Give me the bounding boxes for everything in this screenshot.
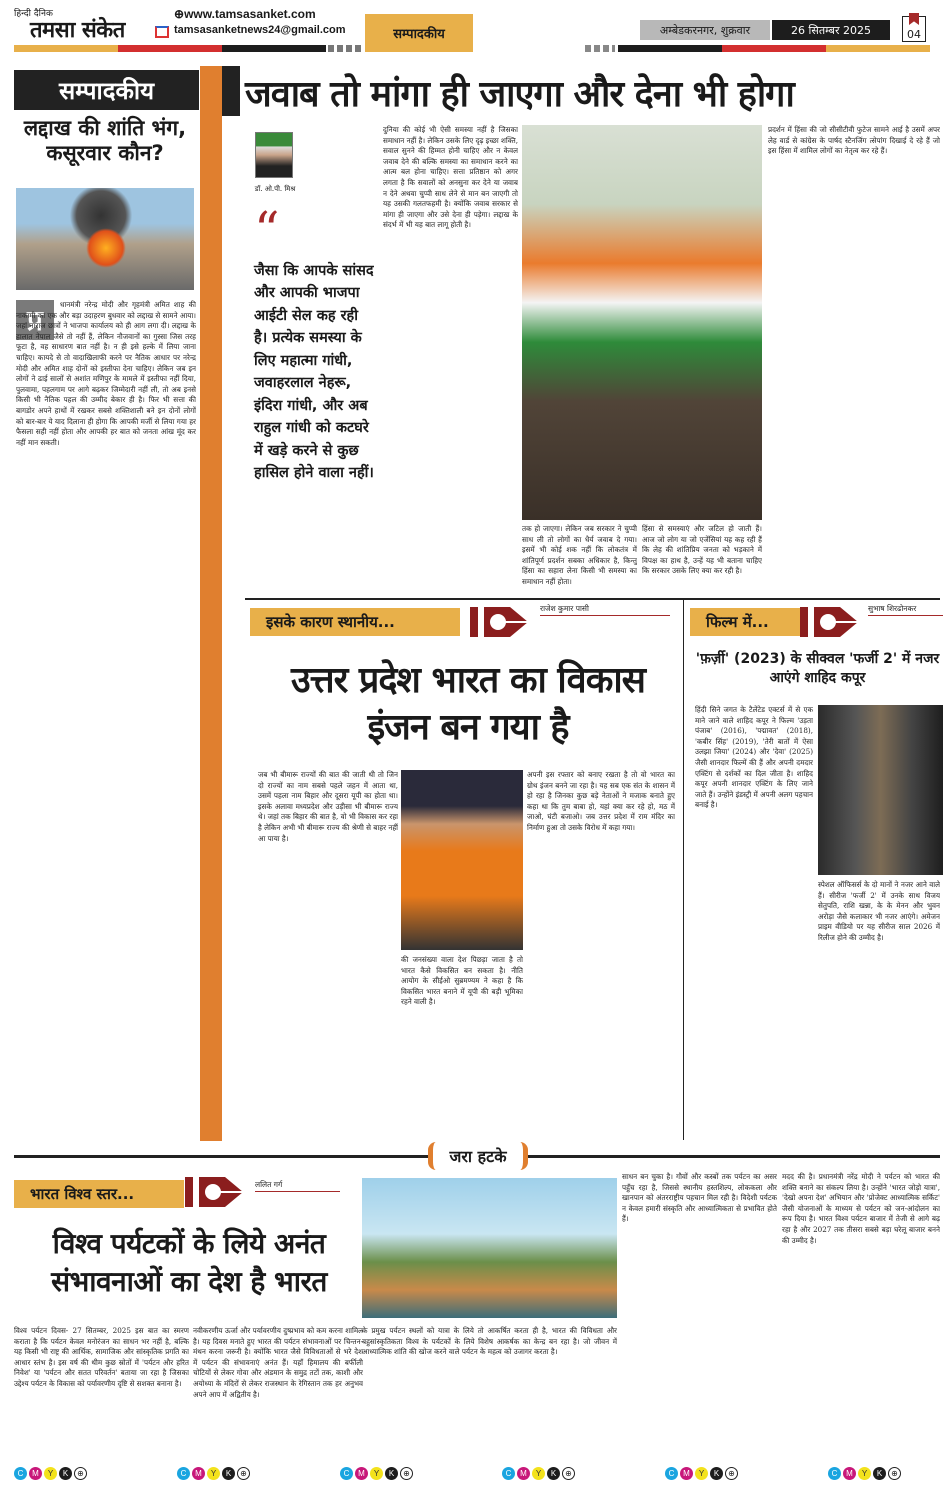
registration-icon: ⊕ [725,1467,738,1480]
dropcap: प्र [16,300,54,340]
masthead-bar-gold [14,45,118,52]
section-tab: सम्पादकीय [365,14,473,52]
issue-date: 26 सितम्बर 2025 [772,20,890,40]
gmail-icon [155,26,169,38]
place-day: अम्बेडकरनगर, शुक्रवार [640,20,770,40]
cmyk-c: C [177,1467,190,1480]
congress-rally-photo [522,125,762,520]
website-text: www.tamsasanket.com [184,7,316,21]
tourism-body-col2: नवीकरणीय ऊर्जा और पर्यावरणीय दुष्प्रभाव को कम करना शामिल है। यह दिवस मनाते हुए भारत की पर्यटन संभावनाओं पर चिन्तन-मंथन करना जरूरी है। क्योंकि भारत जैसे विविधताओं से भरे देश में पर्यटन की संभावनाएं अनंत हैं। यहाँ हिमालय की बर्फीली चोटियों से लेकर गोवा और अंडमान के समुद्र तटों तक, काशी और अयोध्या के मंदिरों से लेकर राजस्थान के रेगिस्तान तक हर अनुभव अपने आप में अद्वितीय है। [193,1326,363,1399]
registration-icon: ⊕ [237,1467,250,1480]
ladakh-fire-photo [16,188,194,290]
section-divider [245,598,940,600]
yogi-photo [401,770,523,950]
masthead-bar-gold-right [826,45,930,52]
masthead-tagline: हिन्दी दैनिक [14,9,53,19]
lead-body-col2: तक हो जाएगा। लेकिन जब सरकार ने चुप्पी साध ली तो लोगों का धैर्य जवाब दे गया। इसमें भी कोई शक नहीं कि लोकतंत्र में शांतिपूर्ण प्रदर्शन सबका अधिकार है, किन्तु हिंसा का सहारा लेना किसी भी समस्या का समाधान नहीं होता। [522,524,637,586]
editorial-body: धानमंत्री नरेन्द्र मोदी और गृहमंत्री अमित शाह की नाकामी का एक और बड़ा उदाहरण बुधवार को लद्दाख से सामने आया। जहां नाराज छात्रों ने भाजपा कार्यालय को ही आग लगा दी। लद्दाख के हालात नेपाल जैसे तो नहीं हैं, लेकिन नौजवानों का गुस्सा जिस तरह फूटा है, वह साधारण बात नहीं है। न ही इसे हल्के में लिया जाना चाहिए। कायदे से तो वादाखिलाफी करने पर नैतिक आधार पर नरेन्द्र मोदी और अमित शाह दोनों को इस्तीफा देना चाहिए। लेकिन जब इन लोगों ने ढाई सालों से अशांत मणिपुर के मामले में इस्तीफा नहीं दिया, पुलवामा, पहलगाम पर आगे बढ़कर जिम्मेदारी नहीं ली, तो अब इनसे किसी भी नैतिक पहल की उम्मीद बेकार ही है। फिर भी सत्ता की बागडोर अपने हाथों में रखकर सबसे शक्तिशाली बने इन दोनों लोगों को बार-बार ये याद दिलाना ही होगा कि आपकी मर्जी से लिया गया हर फैसला सही नहीं होता और आपकी हर बात को जनता आंख मूंद कर नहीं मान सकती। [16,300,196,447]
pen-nib-icon [185,1175,245,1209]
orange-strip [200,66,222,1141]
cmyk-y: Y [370,1467,383,1480]
masthead-bar-dots-right [585,45,615,52]
masthead-bar-dots [328,45,362,52]
tourism-kicker: भारत विश्व स्तर... [14,1180,184,1208]
email-link[interactable]: tamsasanketnews24@gmail.com [174,24,346,36]
masthead-bar-red-right [722,45,826,52]
up-body-col3: अपनी इस रफ्तार को बनाए रखता है तो वो भारत का ग्रोथ इंजन बनने जा रहा है। यह सब एक संत के शासन में हो रहा है जिनका कुछ बड़े नेताओं ने मजाक बनाते हुए कहा था कि तुम बाबा हो, यहां क्या कर रहे हो, मठ में जाओ, घंटी बजाओ। जब उत्तर प्रदेश में राम मंदिर का निर्माण हुआ तो उसके विरोध में कहा गया। [527,770,675,832]
registration-icon: ⊕ [888,1467,901,1480]
masthead-bar-red [118,45,222,52]
quote-icon: “ [254,201,280,259]
masthead-title: तमसा संकेत [30,18,125,43]
website-link[interactable] [174,7,316,21]
cmyk-marks [340,1467,413,1480]
up-headline: उत्तर प्रदेश भारत का विकास इंजन बन गया है [290,660,646,748]
lead-headline: जवाब तो मांगा ही जाएगा और देना भी होगा [245,74,794,115]
up-byline: राजेश कुमार पासी [540,604,670,616]
cmyk-y: Y [532,1467,545,1480]
cmyk-marks [665,1467,738,1480]
page-number [902,16,926,42]
cmyk-marks [14,1467,87,1480]
cmyk-m: M [517,1467,530,1480]
up-body-col1: जब भी बीमारू राज्यों की बात की जाती थी तो जिन दो राज्यों का नाम सबसे पहले जहन में आता था, उसमें पहला नाम बिहार और दूसरा यूपी का होता था। इसके अलावा मध्यप्रदेश और उड़ीसा भी बीमारू राज्य थे। जहां तक बिहार की बात है, वो भी विकास कर रहा है लेकिन अभी भी बीमारू राज्य की श्रेणी से बाहर नहीं आ पाया है। [258,770,398,843]
farzi-photo [818,705,943,875]
masthead-bar-black [222,45,326,52]
tourism-headline: विश्व पर्यटकों के लिये अनंत संभावनाओं का देश है भारत [51,1227,327,1298]
cmyk-y: Y [695,1467,708,1480]
tourism-body-col5: मदद की है। प्रधानमंत्री नरेंद्र मोदी ने पर्यटन को भारत की शक्ति बनाने का संकल्प लिया है। उन्होंने 'भारत जोड़ो यात्रा', 'देखो अपना देश' अभियान और 'प्रोजेक्ट आध्यात्मिक सर्किट' जैसी योजनाओं के माध्यम से पर्यटन को जन-आंदोलन का रूप दिया है। भारत विश्व पर्यटन बाजार में तेजी से आगे बढ़ रहा है और 2027 तक तीसरा सबसे बड़ा घरेलू बाजार बनने की उम्मीद है। [782,1172,940,1245]
cmyk-c: C [665,1467,678,1480]
lead-body-col3: प्रदर्शन में हिंसा की जो सीसीटीवी फुटेज सामने आई है उसमें अपर लेह वार्ड से कांग्रेस के पार्षद स्टैनजिंग त्सेपांग दिखाई दे रहे हैं जो इस हिंसा में शामिल लोगों का नेतृत्व कर रहे हैं। [768,125,940,156]
editorial-headline: लद्दाख की शांति भंग, कसूरवार कौन? [23,116,187,166]
cmyk-k: K [385,1467,398,1480]
pull-quote: जैसा कि आपके सांसद और आपकी भाजपा आईटी सेल कह रही है। प्रत्येक समस्या के लिए महात्मा गांधी, जवाहरलाल नेहरू, इंदिरा गांधी, और अब राहुल गांधी को कटघरे में खड़े करने से कुछ हासिल होने वाला नहीं। [254,263,374,482]
page-number-text: 04 [907,28,921,41]
cmyk-k: K [873,1467,886,1480]
cmyk-c: C [340,1467,353,1480]
cmyk-k: K [547,1467,560,1480]
registration-icon: ⊕ [400,1467,413,1480]
lead-author: डॉ. ओ.पी. मिश्र [254,185,296,193]
cmyk-marks [177,1467,250,1480]
registration-icon: ⊕ [74,1467,87,1480]
zara-hatke-label: जरा हटके [428,1142,528,1170]
cmyk-m: M [192,1467,205,1480]
cmyk-m: M [843,1467,856,1480]
cmyk-k: K [59,1467,72,1480]
cmyk-m: M [680,1467,693,1480]
film-body: हिंदी सिने जगत के टैलेंटेड एक्टर्स में से एक माने जाने वाले शाहिद कपूर ने फिल्म 'उड़ता पंजाब' (2016), 'पद्मावत' (2018), 'कबीर सिंह' (2019), 'तेरी बातों में ऐसा उलझा जिया' (2024) और 'देवा' (2025) जैसी शानदार फिल्में की हैं और अपनी दमदार एक्टिंग से दर्शकों का दिल जीता है। शाहिद कपूर अपनी शानदार एक्टिंग के लिए जाने जाते हैं। उन्होंने इंडस्ट्री में अपनी अलग पहचान बनाई है। [695,705,813,810]
up-kicker: इसके कारण स्थानीय... [250,608,460,636]
cmyk-m: M [29,1467,42,1480]
cmyk-marks [828,1467,901,1480]
masthead-bar-black-right [618,45,722,52]
dark-strip [222,66,240,116]
registration-icon: ⊕ [562,1467,575,1480]
lead-body-col1: दुनिया की कोई भी ऐसी समस्या नहीं है जिसका समाधान नहीं है। लेकिन उसके लिए दृढ़ इच्छा शक्ति, सवाल सुनने की हिम्मत होनी चाहिए और न केवल जवाब देने की बल्कि समस्या का समाधान करने का आत्म बल होना चाहिए। सत्ता प्रतिष्ठान को अगर लगता है कि सवालों को अनसुना कर देने या जवाब न देने अथवा चुप्पी साध लेने से मान बन जाएगी तो यह उसकी गलतफहमी है। क्योंकि जवाब सरकार से मांगा ही जाएगा और उसे देना ही पड़ेगा। लद्दाख के संदर्भ में भी यह बात लागू होती है। [383,125,518,230]
up-body-col2: की जनसंख्या वाला देश पिछड़ा जाता है तो भारत कैसे विकसित बन सकता है। नीति आयोग के सीईओ सुब्रमण्यम ने कहा है कि विकसित भारत बनाने में यूपी की बड़ी भूमिका रहने वाली है। [401,955,523,1007]
lead-body-col2b: हिंसा से समस्याएं और जटिल हो जाती हैं। आज जो लोग या जो एजेंसियां यह कह रही हैं कि लेह की शांतिप्रिय जनता को भड़काने में विपक्ष का हाथ है, उन्हें यह भी बताना चाहिए कि सरकार उसके लिए क्या कर रही है। [642,524,762,576]
pen-nib-icon [800,605,860,639]
cmyk-marks [502,1467,575,1480]
world-landmarks-photo [362,1178,617,1318]
cmyk-m: M [355,1467,368,1480]
cmyk-c: C [828,1467,841,1480]
tourism-byline: ललित गर्ग [255,1180,340,1192]
column-rule [683,600,684,1140]
film-kicker: फिल्म में... [690,608,800,636]
film-headline: 'फ़र्ज़ी' (2023) के सीक्वल 'फर्जी 2' में नजर आएंगे शाहिद कपूर [695,651,940,686]
globe-icon: ⊕ [174,7,185,21]
film-byline: सुभाष शिरढोनकर [868,604,943,616]
pen-nib-icon [470,605,530,639]
cmyk-c: C [502,1467,515,1480]
author-photo [255,132,293,178]
cmyk-y: Y [44,1467,57,1480]
tourism-body-col1: विश्व पर्यटन दिवस- 27 सितम्बर, 2025 इस बात का स्मरण कराता है कि पर्यटन केवल मनोरंजन का साधन भर नहीं है, बल्कि यह किसी भी राष्ट्र की आर्थिक, सामाजिक और सांस्कृतिक प्रगति का आधार स्तंभ है। इस वर्ष की थीम कुछ स्रोतों में 'पर्यटन और हरित निवेश' या 'पर्यटन और सतत परिवर्तन' बताया जा रहा है जिसका उद्देश्य पर्यटन के विकास को पर्यावरणीय दृष्टि से सशक्त बनाना है। [14,1326,189,1388]
editorial-label: सम्पादकीय [14,70,199,110]
cmyk-k: K [710,1467,723,1480]
cmyk-c: C [14,1467,27,1480]
tourism-body-col3: के प्रमुख पर्यटन स्थलों को यात्रा के लिये तो आकर्षित करता ही है, भारत की विविधता और बहुसांस्कृतिकता विश्व के पर्यटकों के लिये विशेष आकर्षक का केन्द्र बन रहा है। जो जीवन में आध्यात्मिक शांति की खोज करने वाले पर्यटन के महत्व को उजागर करता है। [362,1326,617,1357]
tourism-body-col4: साधन बन चुका है। गौवों और कस्बों तक पर्यटन का असर पहुँच रहा है, जिससे स्थानीय हस्तशिल्प, लोककला और खानपान को अंतरराष्ट्रीय पहचान मिल रही है। विदेशी पर्यटक न केवल हमारी संस्कृति और आध्यात्मिकता से प्रभावित होते हैं। [622,1172,777,1224]
film-body-col2: स्पेशल ऑफिसर्स के दो मानों ने नजर आने वाले हैं। सीरीज 'फर्जी 2' में उनके साथ विजय सेतुपति, राशि खन्ना, के के मेनन और भुवन अरोड़ा जैसे कलाकार भी नजर आएंगे। अमेजन प्राइम वीडियो पर यह सीरीज साल 2026 में रिलीज होने की उम्मीद है। [818,880,940,942]
cmyk-k: K [222,1467,235,1480]
cmyk-y: Y [858,1467,871,1480]
cmyk-y: Y [207,1467,220,1480]
